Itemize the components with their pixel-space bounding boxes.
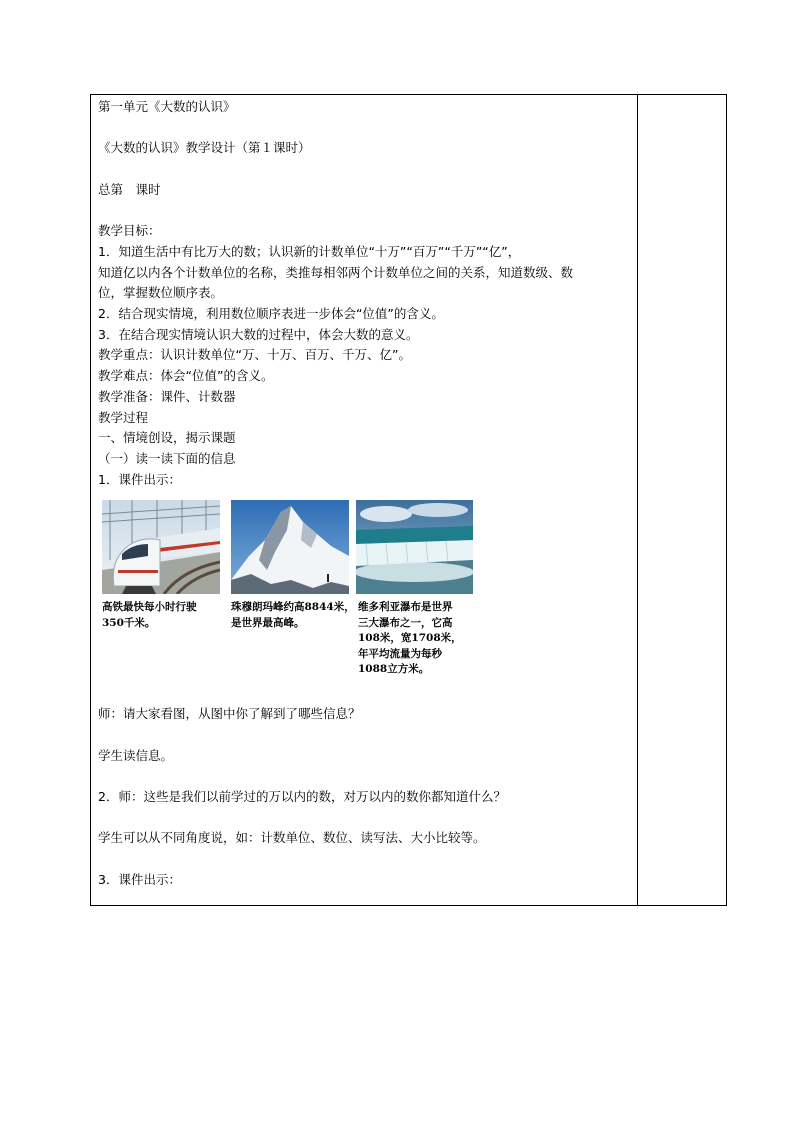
everest-image <box>231 500 349 594</box>
everest-caption: 珠穆朗玛峰约高8844米， 是世界最高峰。 <box>231 601 355 629</box>
teacher-question-2: 2．师：这些是我们以前学过的万以内的数，对万以内的数你都知道什么？ <box>98 789 506 805</box>
section-1: 一、情境创设，揭示课题 <box>98 430 236 446</box>
goal-1-line-2: 知道亿以内各个计数单位的名称，类推每相邻两个计数单位之间的关系，知道数级、数 <box>98 264 574 280</box>
goal-3: 3．在结合现实情境认识大数的过程中，体会大数的意义。 <box>98 326 419 342</box>
period-line: 总第 课时 <box>98 181 161 197</box>
student-answer-1: 学生读信息。 <box>98 747 174 763</box>
train-caption: 高铁最快每小时行驶 350千米。 <box>102 601 197 629</box>
preparation: 教学准备：课件、计数器 <box>98 388 236 404</box>
key-point: 教学重点：认识计数单位“万、十万、百万、千万、亿”。 <box>98 347 411 363</box>
goal-2: 2．结合现实情境，利用数位顺序表进一步体会“位值”的含义。 <box>98 305 444 321</box>
falls-caption: 维多利亚瀑布是世界 三大瀑布之一，它高 108米，宽1708米， 年平均流量为每秒 1088立方米。 <box>358 601 462 676</box>
sub-section-1: （一）读一读下面的信息 <box>98 450 236 466</box>
goals-heading: 教学目标： <box>98 223 161 239</box>
difficulty: 教学难点：体会“位值”的含义。 <box>98 368 274 384</box>
design-title: 《大数的认识》教学设计（第１课时） <box>98 140 311 156</box>
step-3: 3．课件出示： <box>98 871 181 887</box>
student-answer-2: 学生可以从不同角度说，如：计数单位、数位、读写法、大小比较等。 <box>98 830 486 846</box>
step-1: 1．课件出示： <box>98 471 181 487</box>
process-heading: 教学过程 <box>98 409 149 425</box>
lesson-table <box>90 94 727 906</box>
info-figures <box>98 500 632 704</box>
falls-image <box>356 500 473 594</box>
unit-title: 第一单元《大数的认识》 <box>98 99 236 114</box>
goal-1-line-1: 1．知道生活中有比万大的数；认识新的计数单位“十万”“百万”“千万”“亿”， <box>98 243 521 259</box>
teacher-question-1: 师：请大家看图，从图中你了解到了哪些信息？ <box>98 706 361 722</box>
lesson-content <box>98 97 632 891</box>
column-divider <box>637 95 638 905</box>
goal-1-line-3: 位，掌握数位顺序表。 <box>98 285 224 301</box>
train-image <box>102 500 220 594</box>
